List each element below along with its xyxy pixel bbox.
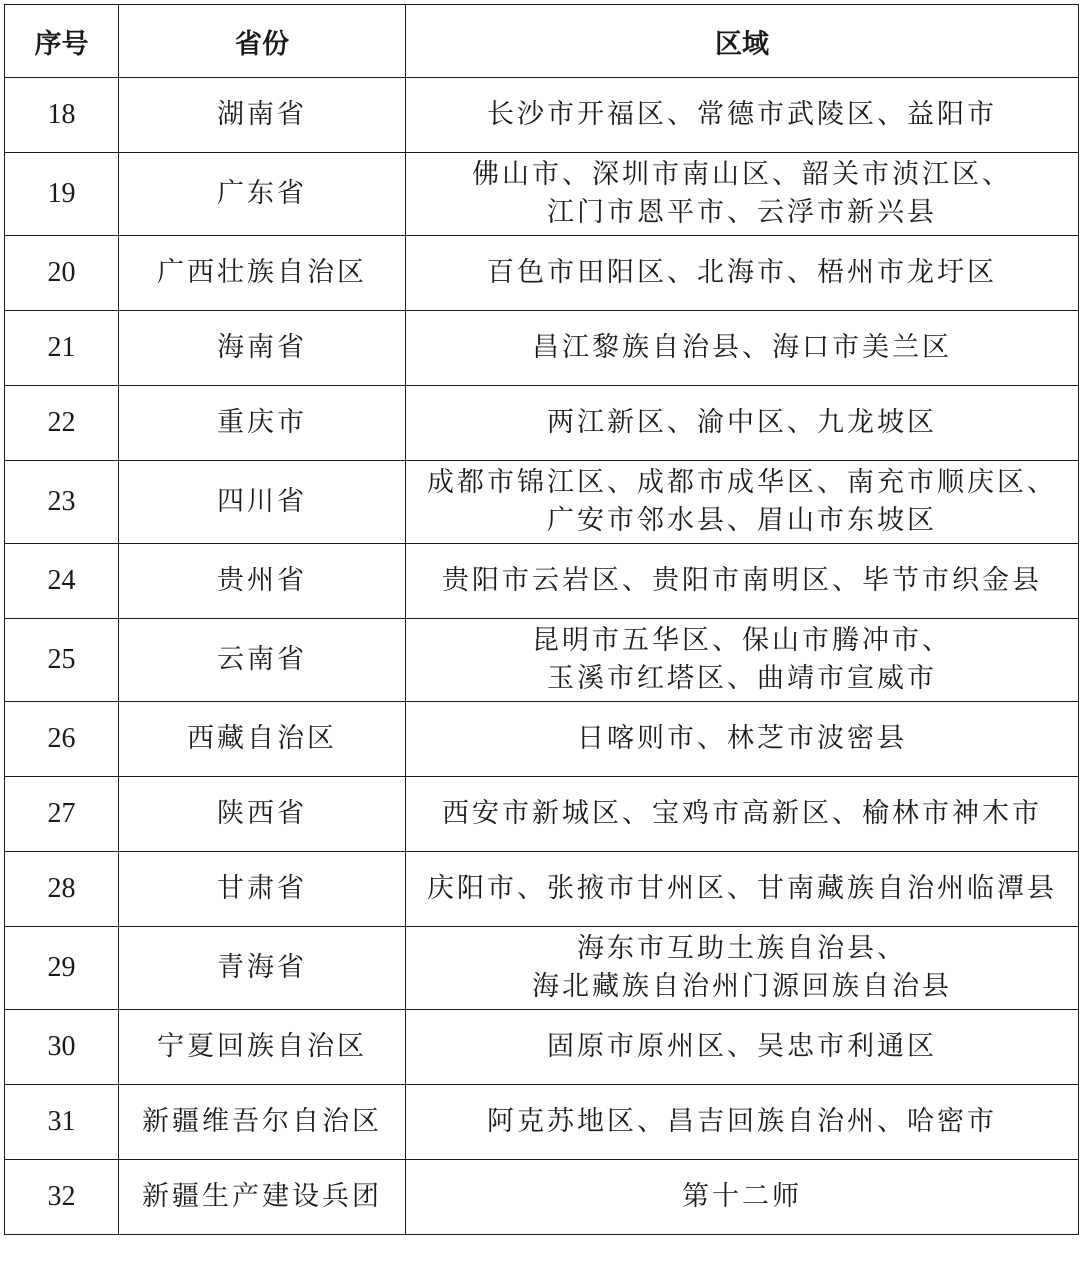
province-cell: 陕西省	[119, 777, 406, 852]
region-line: 玉溪市红塔区、曲靖市宣威市	[547, 663, 937, 694]
province-cell: 西藏自治区	[119, 702, 406, 777]
table-row	[5, 311, 1079, 386]
province-cell: 湖南省	[119, 78, 406, 153]
province-cell: 广东省	[119, 153, 406, 236]
province-cell: 新疆生产建设兵团	[119, 1160, 406, 1235]
region-cell	[406, 78, 1079, 153]
region-line: 日喀则市、林芝市波密县	[577, 723, 907, 754]
serial-number-cell: 25	[5, 619, 119, 702]
region-cell	[406, 311, 1079, 386]
region-cell	[406, 702, 1079, 777]
serial-number-cell: 18	[5, 78, 119, 153]
serial-number-cell: 22	[5, 386, 119, 461]
table-row	[5, 927, 1079, 1010]
table-row	[5, 386, 1079, 461]
region-line: 固原市原州区、吴忠市利通区	[547, 1031, 937, 1062]
region-line: 第十二师	[682, 1181, 802, 1212]
province-cell: 四川省	[119, 461, 406, 544]
table-row	[5, 544, 1079, 619]
serial-number-cell: 24	[5, 544, 119, 619]
serial-number-cell: 21	[5, 311, 119, 386]
province-cell: 贵州省	[119, 544, 406, 619]
table-row	[5, 236, 1079, 311]
region-line: 长沙市开福区、常德市武陵区、益阳市	[487, 99, 997, 130]
region-cell	[406, 1010, 1079, 1085]
region-cell	[406, 777, 1079, 852]
serial-number-cell: 26	[5, 702, 119, 777]
region-cell	[406, 236, 1079, 311]
province-cell: 新疆维吾尔自治区	[119, 1085, 406, 1160]
province-cell: 宁夏回族自治区	[119, 1010, 406, 1085]
serial-number-cell: 23	[5, 461, 119, 544]
table-row	[5, 153, 1079, 236]
region-cell	[406, 619, 1079, 702]
region-cell	[406, 461, 1079, 544]
serial-number-cell: 28	[5, 852, 119, 927]
province-cell: 重庆市	[119, 386, 406, 461]
region-line: 贵阳市云岩区、贵阳市南明区、毕节市织金县	[442, 565, 1042, 596]
header-province: 省份	[119, 5, 406, 78]
table-body	[5, 78, 1079, 1235]
region-line: 阿克苏地区、昌吉回族自治州、哈密市	[487, 1106, 997, 1137]
serial-number-cell: 32	[5, 1160, 119, 1235]
table-row	[5, 1010, 1079, 1085]
region-cell	[406, 544, 1079, 619]
region-line: 昆明市五华区、保山市腾冲市、	[532, 625, 952, 656]
table-row	[5, 461, 1079, 544]
header-serial-number: 序号	[5, 5, 119, 78]
region-cell	[406, 1160, 1079, 1235]
table-row	[5, 1085, 1079, 1160]
serial-number-cell: 19	[5, 153, 119, 236]
table-header-row	[5, 5, 1079, 78]
region-cell	[406, 927, 1079, 1010]
region-line: 佛山市、深圳市南山区、韶关市浈江区、	[472, 159, 1012, 190]
serial-number-cell: 29	[5, 927, 119, 1010]
province-cell: 青海省	[119, 927, 406, 1010]
serial-number-cell: 27	[5, 777, 119, 852]
province-cell: 云南省	[119, 619, 406, 702]
region-cell	[406, 386, 1079, 461]
region-line: 百色市田阳区、北海市、梧州市龙圩区	[487, 257, 997, 288]
table-row	[5, 78, 1079, 153]
table-row	[5, 1160, 1079, 1235]
region-cell	[406, 1085, 1079, 1160]
province-cell: 广西壮族自治区	[119, 236, 406, 311]
region-line: 成都市锦江区、成都市成华区、南充市顺庆区、	[427, 467, 1057, 498]
table-row	[5, 702, 1079, 777]
header-region: 区域	[406, 5, 1079, 78]
region-line: 西安市新城区、宝鸡市高新区、榆林市神木市	[442, 798, 1042, 829]
region-line: 海东市互助土族自治县、	[577, 933, 907, 964]
region-line: 两江新区、渝中区、九龙坡区	[547, 407, 937, 438]
region-line: 江门市恩平市、云浮市新兴县	[547, 197, 937, 228]
region-line: 海北藏族自治州门源回族自治县	[532, 971, 952, 1002]
table-row	[5, 619, 1079, 702]
table-row	[5, 852, 1079, 927]
region-table	[4, 4, 1079, 1235]
province-cell: 海南省	[119, 311, 406, 386]
serial-number-cell: 20	[5, 236, 119, 311]
serial-number-cell: 30	[5, 1010, 119, 1085]
region-cell	[406, 852, 1079, 927]
table-row	[5, 777, 1079, 852]
region-cell	[406, 153, 1079, 236]
province-cell: 甘肃省	[119, 852, 406, 927]
region-line: 广安市邻水县、眉山市东坡区	[547, 505, 937, 536]
serial-number-cell: 31	[5, 1085, 119, 1160]
region-line: 庆阳市、张掖市甘州区、甘南藏族自治州临潭县	[427, 873, 1057, 904]
region-line: 昌江黎族自治县、海口市美兰区	[532, 332, 952, 363]
